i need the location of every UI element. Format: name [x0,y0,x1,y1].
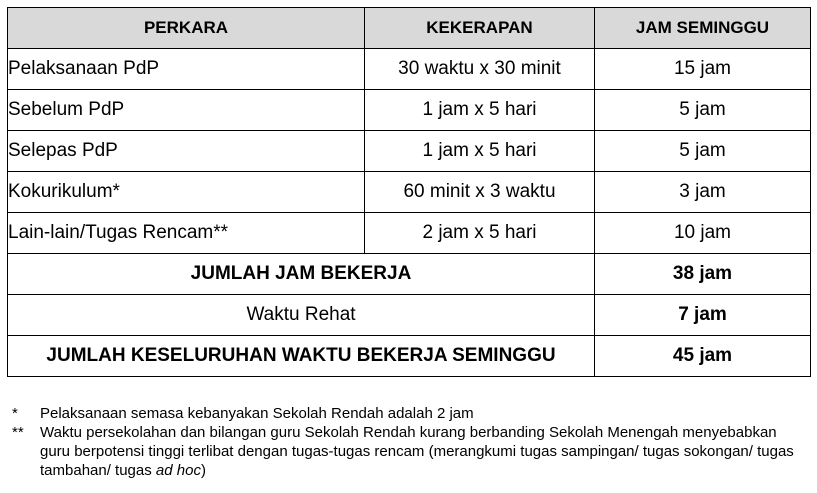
footnote-text: Pelaksanaan semasa kebanyakan Sekolah Rendah adalah 2 jam [40,405,474,422]
total-work-hours: 38 jam [595,254,811,295]
table-header-row [8,8,811,49]
table-row [8,172,811,213]
total-work-label: JUMLAH JAM BEKERJA [8,254,595,295]
row-frequency: 1 jam x 5 hari [365,90,595,131]
footnote-marker: * [12,405,18,422]
rest-hours: 7 jam [595,295,811,336]
table-row [8,131,811,172]
row-item: Pelaksanaan PdP [8,49,365,90]
row-frequency: 30 waktu x 30 minit [365,49,595,90]
footnotes [10,404,810,480]
row-hours: 10 jam [595,213,811,254]
grand-total-hours: 45 jam [595,336,811,377]
table-row [8,213,811,254]
row-frequency: 60 minit x 3 waktu [365,172,595,213]
total-work-row [8,254,811,295]
footnote-body: Waktu persekolahan dan bilangan guru Sekolah Rendah kurang berbanding Sekolah Menengah menyebabkan guru berpotensi tinggi terlibat dengan tugas-tugas rencam (merangkumi tugas sampingan/ tugas sokongan/ tugas tambahan/ tugas [40,424,794,479]
rest-row [8,295,811,336]
row-hours: 15 jam [595,49,811,90]
grand-total-label: JUMLAH KESELURUHAN WAKTU BEKERJA SEMINGGU [8,336,595,377]
header-jam-seminggu: JAM SEMINGGU [595,8,811,49]
header-perkara: PERKARA [8,8,365,49]
header-kekerapan: KEKERAPAN [365,8,595,49]
table-row [8,49,811,90]
footnote-marker: ** [12,424,24,441]
row-hours: 5 jam [595,131,811,172]
footnote [10,404,810,423]
footnote-italic: ad hoc [155,462,201,479]
row-hours: 3 jam [595,172,811,213]
row-item: Lain-lain/Tugas Rencam** [8,213,365,254]
working-hours-table [7,7,811,377]
footnote-close: ) [200,462,206,479]
row-frequency: 2 jam x 5 hari [365,213,595,254]
rest-label: Waktu Rehat [8,295,595,336]
row-frequency: 1 jam x 5 hari [365,131,595,172]
row-item: Kokurikulum* [8,172,365,213]
table-row [8,90,811,131]
row-item: Selepas PdP [8,131,365,172]
row-hours: 5 jam [595,90,811,131]
grand-total-row [8,336,811,377]
row-item: Sebelum PdP [8,90,365,131]
footnote [10,423,810,480]
footnote-text [40,423,810,480]
